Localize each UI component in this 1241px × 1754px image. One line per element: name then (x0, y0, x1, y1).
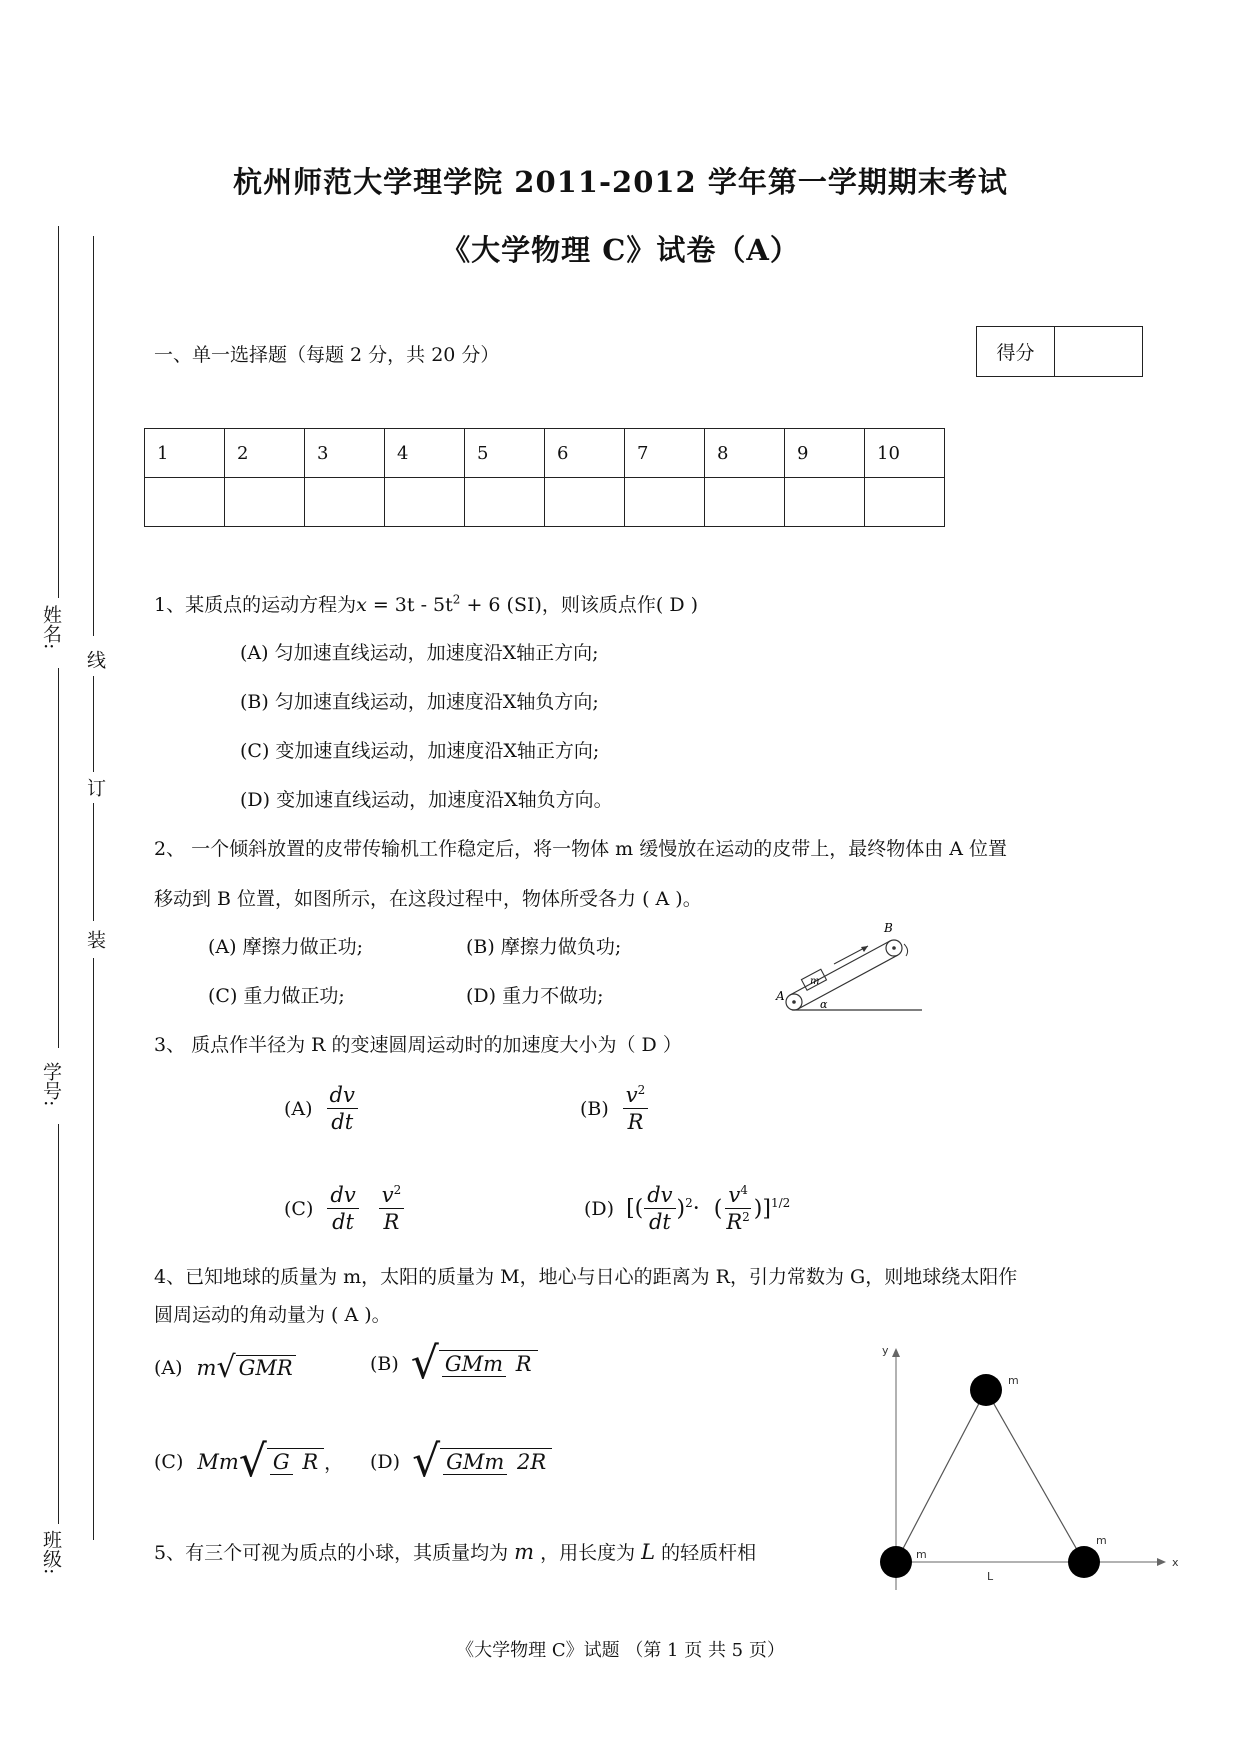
q4-c-comma: ， (324, 1452, 344, 1474)
answer-cell[interactable] (305, 478, 385, 527)
q4-option-c: (C) Mm √ G R ， (154, 1436, 344, 1487)
margin-line-id (58, 668, 59, 1048)
frac-num: dv (327, 1182, 358, 1209)
answer-number: 6 (545, 429, 625, 478)
q5-stem-c: 的轻质杆相 (661, 1542, 757, 1564)
frac-num: $v^2$ (379, 1182, 405, 1209)
margin-line-class (58, 1124, 59, 1524)
class-label: 班级: (40, 1530, 62, 1575)
q3-a-label: (A) (284, 1097, 313, 1120)
section-heading: 一、单一选择题（每题 2 分，共 20 分） (154, 344, 500, 366)
frac-num: $v^4$ (725, 1182, 751, 1209)
name-label: 姓名: (40, 605, 62, 650)
q4-a-radicand: GMR (236, 1355, 296, 1380)
answer-number: 5 (465, 429, 545, 478)
line-char: 线 (84, 650, 106, 669)
conveyor-figure (770, 920, 925, 1015)
q4-b-label: (B) (370, 1352, 399, 1375)
frac-den: R (302, 1449, 319, 1474)
q3-d-fraction-1 (644, 1182, 675, 1236)
length-label: L (987, 1570, 994, 1583)
conveyor-point-b: B (884, 921, 893, 935)
q3-c-label: (C) (284, 1197, 314, 1220)
q5-L: L (641, 1540, 656, 1564)
answer-number: 3 (305, 429, 385, 478)
answer-cell[interactable] (625, 478, 705, 527)
q2-option-d: (D) 重力不做功; (466, 985, 604, 1007)
score-box (976, 326, 1143, 377)
answer-cell[interactable] (545, 478, 625, 527)
q3-b-label: (B) (580, 1097, 609, 1120)
q1-stem-prefix: 1、某质点的运动方程为 (154, 594, 357, 616)
answer-cell[interactable] (705, 478, 785, 527)
q4-c-label: (C) (154, 1450, 184, 1473)
mass-label-left: m (916, 1548, 927, 1561)
cut-line-2 (93, 676, 94, 772)
q2-option-b: (B) 摩擦力做负功; (466, 936, 622, 958)
frac-den: dt (331, 1110, 354, 1135)
q3-d-fraction-2 (723, 1182, 752, 1236)
conveyor-point-a: A (776, 989, 785, 1003)
q3-a-fraction (327, 1082, 358, 1136)
q4-option-a: (A) m √ GMR (154, 1350, 296, 1385)
q2-option-c: (C) 重力做正功; (208, 985, 345, 1007)
frac-num: dv (644, 1182, 675, 1209)
frac-num: G (270, 1450, 293, 1475)
frac-num: $v^2$ (623, 1082, 649, 1109)
answer-number: 4 (385, 429, 465, 478)
frac-den: $R^2$ (726, 1210, 750, 1235)
three-mass-figure (860, 1340, 1190, 1610)
page-footer: 《大学物理 C》试题 （第 1 页 共 5 页） (456, 1640, 785, 1661)
score-field[interactable] (1055, 327, 1143, 377)
answer-cell[interactable] (145, 478, 225, 527)
q3-c-fraction-1 (327, 1182, 358, 1236)
mass-label-top: m (1008, 1374, 1019, 1387)
q5-stem (154, 1538, 756, 1565)
q2-option-a: (A) 摩擦力做正功; (208, 936, 363, 958)
q5-stem-a: 5、有三个可视为质点的小球，其质量均为 (154, 1542, 509, 1564)
q2-line2: 移动到 B 位置，如图所示，在这段过程中，物体所受各力 ( A )。 (154, 888, 702, 910)
q3-option-a (284, 1082, 362, 1136)
id-label: 学号: (40, 1062, 62, 1107)
mass-ball-right (1068, 1546, 1100, 1578)
q4-c-fraction (267, 1448, 324, 1475)
margin-line-name (58, 226, 59, 598)
frac-num: GMm (442, 1352, 506, 1377)
q1-stem (154, 590, 698, 617)
frac-den: R (383, 1210, 400, 1235)
q3-option-d: (D) [( $\frac{dv}{dt}$ )$^2$· ( $\frac{v^4}{R^2}$ )]$^{1/2}$ (584, 1183, 791, 1235)
q3-c-fraction-2 (379, 1182, 405, 1236)
q4-a-m: m (196, 1355, 217, 1380)
frac-den: dt (648, 1210, 671, 1235)
q1-option-d: (D) 变加速直线运动，加速度沿X轴负方向。 (240, 789, 613, 811)
frac-den: dt (332, 1210, 354, 1235)
mass-ball-left (880, 1546, 912, 1578)
x-axis-label: x (1172, 1556, 1179, 1569)
q5-stem-b: ，用长度为 (540, 1542, 636, 1564)
q5-m: m (514, 1540, 535, 1564)
answer-blank-row (145, 478, 945, 527)
answer-number-row (145, 429, 945, 478)
q4-line1: 4、已知地球的质量为 m，太阳的质量为 M，地心与日心的距离为 R，引力常数为 G，则地球绕太阳作 (154, 1266, 1018, 1288)
cut-line-1 (93, 236, 94, 636)
frac-num: GMm (443, 1450, 507, 1475)
q3-d-label: (D) (584, 1197, 615, 1220)
page-title: 杭州师范大学理学院 2011-2012 学年第一学期期末考试 (233, 165, 1008, 199)
score-label: 得分 (977, 327, 1055, 377)
q4-a-label: (A) (154, 1356, 183, 1379)
q4-line2: 圆周运动的角动量为 ( A )。 (154, 1304, 391, 1326)
mass-ball-top (970, 1374, 1002, 1406)
cut-line-3 (93, 803, 94, 921)
q1-option-b: (B) 匀加速直线运动，加速度沿X轴负方向; (240, 691, 599, 713)
q3-stem: 3、 质点作半径为 R 的变速圆周运动时的加速度大小为（ D ） (154, 1034, 682, 1056)
answer-number: 1 (145, 429, 225, 478)
binding-margin (0, 0, 110, 1754)
answer-number: 2 (225, 429, 305, 478)
q2-line1: 2、 一个倾斜放置的皮带传输机工作稳定后，将一物体 m 缓慢放在运动的皮带上，最终物体由 A 位置 (154, 838, 1008, 860)
ding-char: 订 (84, 778, 106, 797)
mass-label-right: m (1096, 1534, 1107, 1547)
q4-option-b: (B) √ GMm R (370, 1338, 538, 1389)
q1-option-c: (C) 变加速直线运动，加速度沿X轴正方向; (240, 740, 600, 762)
frac-den: 2R (517, 1449, 547, 1474)
q1-equation-tail: + 6 (SI) (460, 594, 542, 616)
answer-cell[interactable] (225, 478, 305, 527)
answer-cell[interactable] (385, 478, 465, 527)
frac-den: R (515, 1351, 532, 1376)
answer-table (144, 428, 945, 527)
answer-number: 8 (705, 429, 785, 478)
q4-option-d: (D) √ GMm 2R (370, 1436, 552, 1487)
q4-d-fraction (440, 1448, 552, 1475)
answer-cell[interactable] (465, 478, 545, 527)
answer-number: 9 (785, 429, 865, 478)
answer-number: 7 (625, 429, 705, 478)
answer-cell[interactable] (785, 478, 865, 527)
conveyor-mass-label: m (810, 976, 820, 987)
frac-num: dv (327, 1082, 358, 1109)
q1-stem-suffix: ，则该质点作( D ) (541, 594, 699, 616)
frac-den: R (627, 1110, 644, 1135)
q4-d-label: (D) (370, 1450, 401, 1473)
q3-option-b (580, 1082, 652, 1136)
q1-equation-sup: 2 (452, 592, 461, 607)
q4-c-prefix: Mm (197, 1449, 239, 1474)
page-subtitle: 《大学物理 C》试卷（A） (441, 233, 800, 267)
q3-b-fraction (623, 1082, 649, 1136)
zhuang-char: 装 (84, 930, 106, 949)
q1-equation: $x = 3t - 5t^2 + 6$ (SI) (356, 592, 542, 616)
q1-option-a: (A) 匀加速直线运动，加速度沿X轴正方向; (240, 642, 599, 664)
answer-cell[interactable] (865, 478, 945, 527)
answer-number: 10 (865, 429, 945, 478)
q3-option-c (284, 1182, 408, 1236)
y-axis-label: y (882, 1344, 889, 1357)
cut-line-4 (93, 958, 94, 1540)
conveyor-angle: α (820, 998, 828, 1011)
q4-b-fraction (439, 1350, 538, 1377)
